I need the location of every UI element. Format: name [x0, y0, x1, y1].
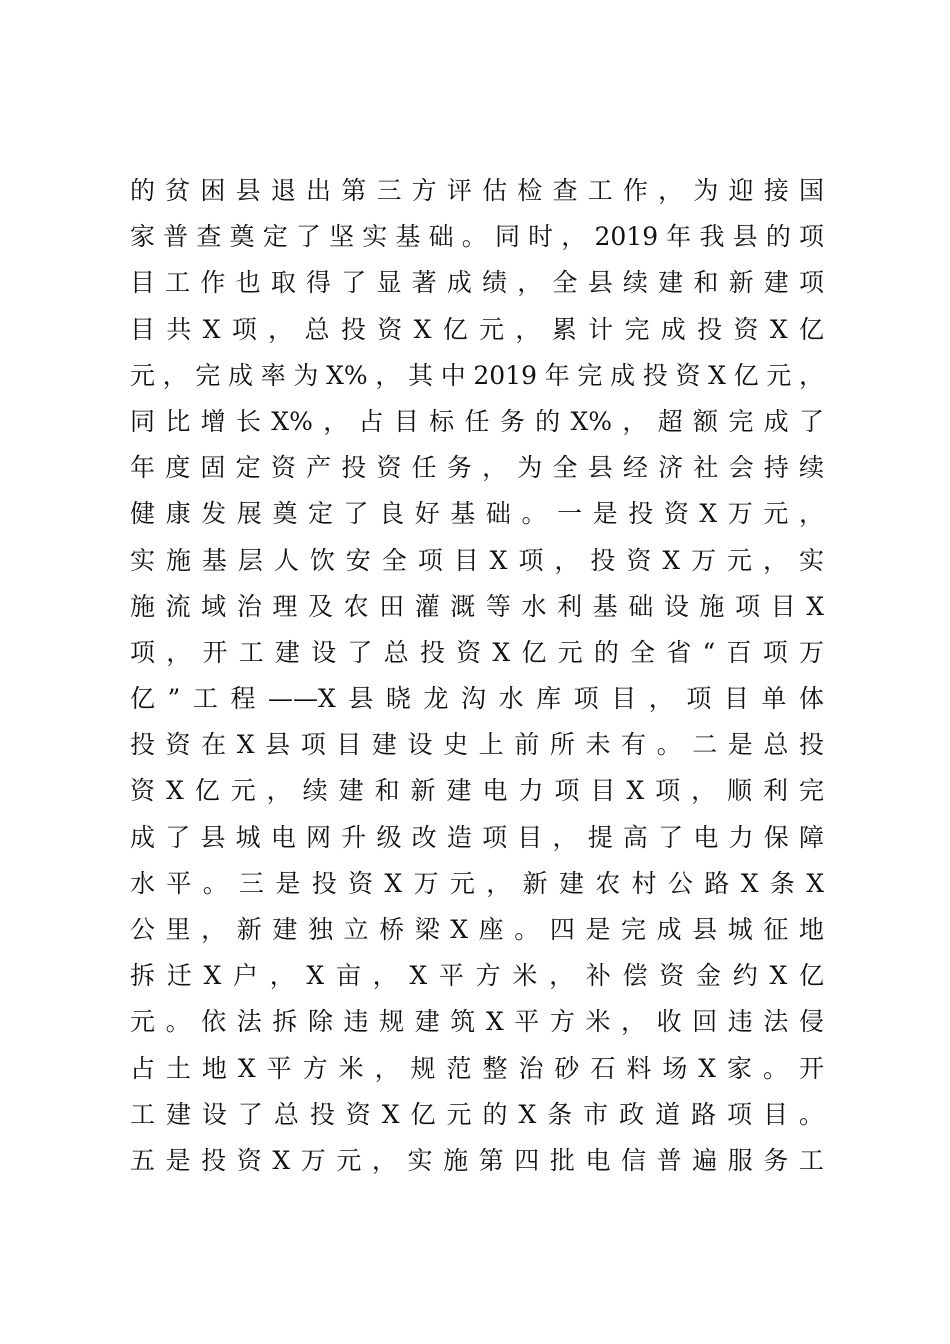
text-line: 项，开工建设了总投资X亿元的全省“百项万 — [130, 637, 824, 667]
text-line: 拆迁X户，X亩，X平方米，补偿资金约X亿 — [130, 961, 824, 991]
text-line: 目共X项，总投资X亿元，累计完成投资X亿 — [130, 314, 824, 344]
text-line: 家普查奠定了坚实基础。同时，2019年我县的项 — [130, 222, 824, 252]
text-line: 亿”工程——X县晓龙沟水库项目，项目单体 — [130, 684, 824, 714]
text-line: 成了县城电网升级改造项目，提高了电力保障 — [130, 822, 824, 852]
text-line: 水平。三是投资X万元，新建农村公路X条X — [130, 868, 824, 898]
text-line: 投资在X县项目建设史上前所未有。二是总投 — [130, 730, 824, 760]
text-line: 目工作也取得了显著成绩，全县续建和新建项 — [130, 268, 824, 298]
text-line: 的贫困县退出第三方评估检查工作，为迎接国 — [130, 176, 824, 205]
text-line: 五是投资X万元，实施第四批电信普遍服务工 — [130, 1145, 824, 1175]
body-paragraph — [130, 168, 824, 1184]
text-line: 元，完成率为X%，其中2019年完成投资X亿元， — [130, 360, 824, 390]
text-line: 健康发展奠定了良好基础。一是投资X万元， — [130, 499, 824, 529]
text-line: 公里，新建独立桥梁X座。四是完成县城征地 — [130, 915, 824, 944]
text-line: 同比增长X%，占目标任务的X%，超额完成了 — [130, 406, 824, 436]
text-line: 元。依法拆除违规建筑X平方米，收回违法侵 — [130, 1007, 824, 1037]
text-line: 工建设了总投资X亿元的X条市政道路项目。 — [130, 1099, 824, 1129]
text-line: 施流域治理及农田灌溉等水利基础设施项目X — [130, 591, 824, 621]
text-line: 资X亿元，续建和新建电力项目X项，顺利完 — [130, 776, 824, 806]
text-line: 实施基层人饮安全项目X项，投资X万元，实 — [130, 545, 824, 575]
text-line: 占土地X平方米，规范整治砂石料场X家。开 — [130, 1053, 824, 1083]
text-line: 年度固定资产投资任务，为全县经济社会持续 — [130, 453, 824, 483]
